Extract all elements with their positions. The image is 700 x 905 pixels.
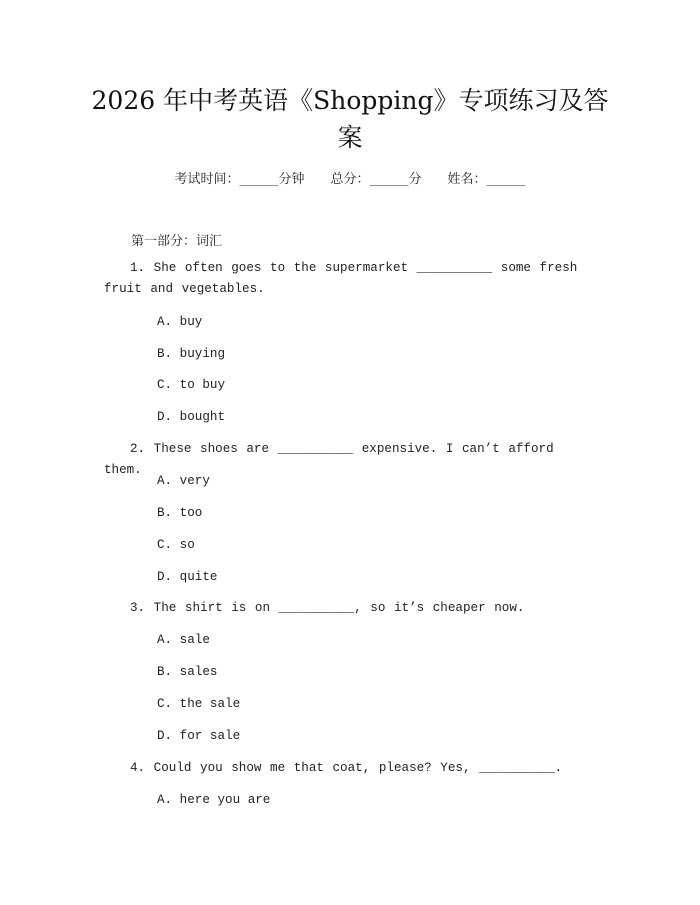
question-2-option-a: A. very: [157, 474, 210, 488]
title-line-1: 2026 年中考英语《Shopping》专项练习及答: [91, 86, 609, 115]
name-field: 姓名：______: [447, 172, 526, 187]
question-3-option-a: A. sale: [157, 633, 210, 647]
title-line-2: 案: [337, 123, 363, 152]
question-3-text: 3. The shirt is on __________, so it’s cheaper now.: [130, 601, 525, 615]
question-3-option-d: D. for sale: [157, 729, 241, 743]
question-1-option-b: B. buying: [157, 347, 226, 361]
question-1-text: 1. She often goes to the supermarket __________ some fresh fruit and vegetables.: [104, 261, 578, 296]
question-2-option-b: B. too: [157, 506, 203, 520]
question-1-option-d: D. bought: [157, 410, 226, 424]
question-1-option-a: A. buy: [157, 315, 203, 329]
section-heading: 第一部分：词汇: [131, 234, 223, 249]
question-2-option-d: D. quite: [157, 570, 218, 584]
question-1-option-c: C. to buy: [157, 378, 226, 392]
question-2-text: 2. These shoes are __________ expensive. I can’t afford them.: [104, 442, 554, 477]
question-3-option-b: B. sales: [157, 665, 218, 679]
exam-time-field: 考试时间：______分钟: [174, 172, 305, 187]
exam-meta: [0, 168, 700, 187]
question-3-option-c: C. the sale: [157, 697, 241, 711]
question-4-option-a: A. here you are: [157, 793, 271, 807]
document-title: [60, 82, 640, 156]
total-score-field: 总分：______分: [330, 172, 422, 187]
question-2-option-c: C. so: [157, 538, 195, 552]
question-4-text: 4. Could you show me that coat, please? Yes, __________.: [130, 761, 563, 775]
